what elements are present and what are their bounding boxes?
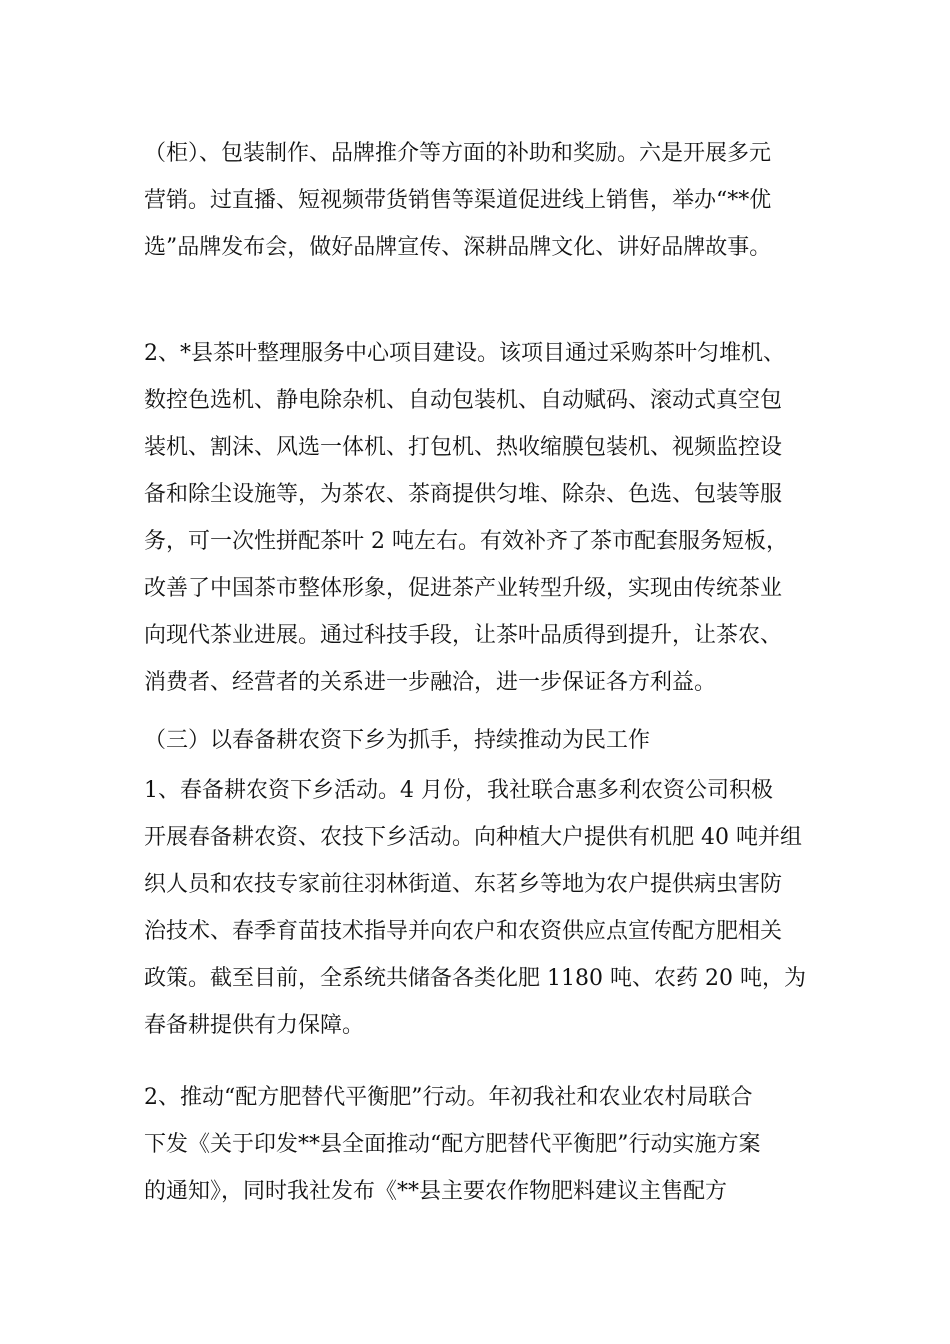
text-line: 数控色选机、静电除杂机、自动包装机、自动赋码、滚动式真空包 [144, 388, 783, 413]
text-line: 营销。过直播、短视频带货销售等渠道促进线上销售，举办“**优 [144, 188, 772, 213]
text-line: 务，可一次性拼配茶叶 2 吨左右。有效补齐了茶市配套服务短板， [144, 529, 788, 554]
text-line: 2、推动“配方肥替代平衡肥”行动。年初我社和农业农村局联合 [144, 1085, 753, 1110]
text-line: 装机、割沫、风选一体机、打包机、热收缩膜包装机、视频监控设 [144, 435, 783, 460]
text-line: 消费者、经营者的关系进一步融洽，进一步保证各方利益。 [144, 670, 717, 695]
text-line: 治技术、春季育苗技术指导并向农户和农资供应点宣传配方肥相关 [144, 919, 783, 944]
text-line: 政策。截至目前，全系统共储备各类化肥 1180 吨、农药 20 吨，为 [144, 966, 806, 991]
text-line: 春备耕提供有力保障。 [144, 1013, 365, 1038]
text-line: 备和除尘设施等，为茶农、茶商提供匀堆、除杂、色选、包装等服 [144, 482, 783, 507]
text-line: 开展春备耕农资、农技下乡活动。向种植大户提供有机肥 40 吨并组 [144, 825, 802, 850]
text-line: 2、*县茶叶整理服务中心项目建设。该项目通过采购茶叶匀堆机、 [144, 341, 785, 366]
text-line: （柜）、包装制作、品牌推介等方面的补助和奖励。六是开展多元 [144, 141, 772, 166]
text-line: 的通知》，同时我社发布《**县主要农作物肥料建议主售配方 [144, 1179, 728, 1204]
text-line: 下发《关于印发**县全面推动“配方肥替代平衡肥”行动实施方案 [144, 1132, 761, 1157]
text-line: 1、春备耕农资下乡活动。4 月份，我社联合惠多利农资公司积极 [144, 778, 773, 803]
section-heading: （三）以春备耕农资下乡为抓手，持续推动为民工作 [144, 728, 651, 753]
text-line: 改善了中国茶市整体形象，促进茶产业转型升级，实现由传统茶业 [144, 576, 783, 601]
text-line: 织人员和农技专家前往羽林街道、东茗乡等地为农户提供病虫害防 [144, 872, 783, 897]
text-line: 选”品牌发布会，做好品牌宣传、深耕品牌文化、讲好品牌故事。 [144, 235, 772, 260]
text-line: 向现代茶业进展。通过科技手段，让茶叶品质得到提升，让茶农、 [144, 623, 783, 648]
